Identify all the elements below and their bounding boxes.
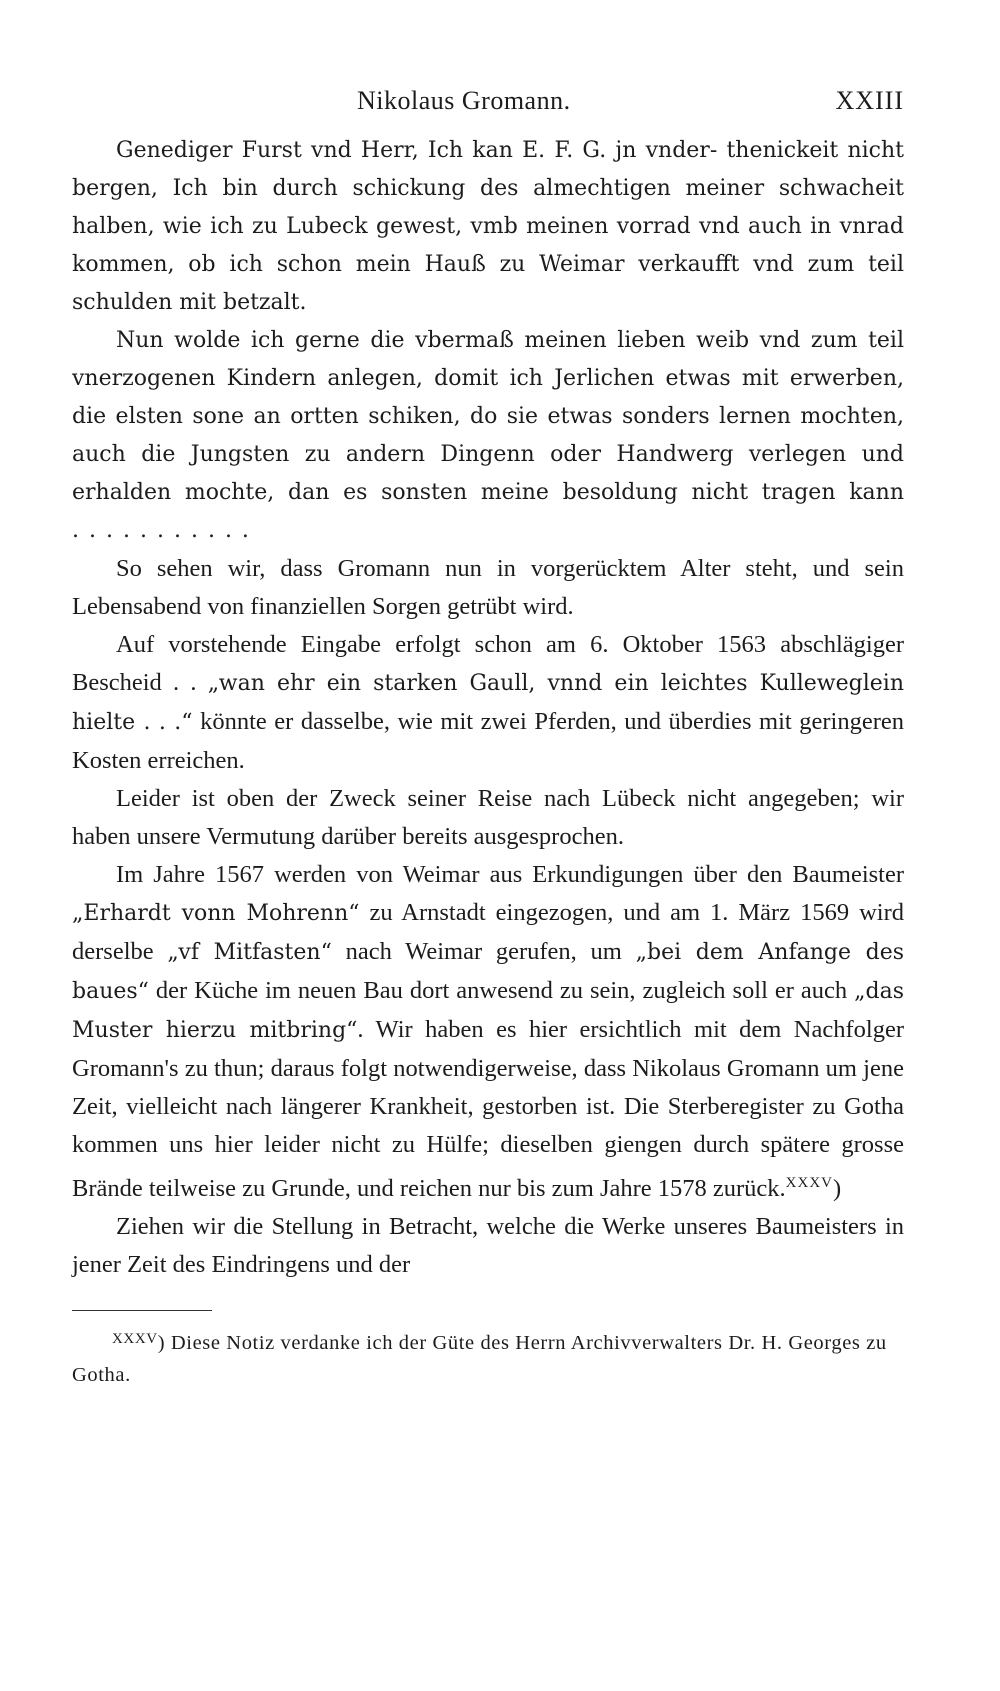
quoted-letter-paragraph-1	[72, 132, 904, 322]
paragraph-3	[72, 550, 904, 626]
paragraph-6-text-c: nach Weimar gerufen, um	[331, 938, 636, 965]
paragraph-6-text-e: . Wir haben es hier ersichtlich mit dem Nachfolger Gromann's zu thun; daraus folgt notwendigerweise, dass Nikolaus Gromann um jene Zeit, vielleicht nach längerer Krankheit, gestorben ist. Die Sterberegister zu Gotha kommen uns hier leider nicht zu Hülfe; dieselben giengen durch spätere grosse Brände teilweise zu Grunde, und reichen nur bis zum Jahre 1578 zurück.	[72, 1016, 904, 1202]
footnote-text: ) Diese Notiz verdanke ich der Güte des Herrn Archivverwalters Dr. H. Georges zu Gotha.	[72, 1332, 887, 1386]
paragraph-4-quotation: „wan ehr ein starken Gaull, vnnd ein leichtes Kulleweglein hielte . . .“	[72, 671, 904, 735]
quoted-letter-paragraph-2	[72, 322, 904, 550]
footnote-reference[interactable]: XXXV	[785, 1175, 834, 1191]
paragraph-6-text-d: der Küche im neuen Bau dort anwesend zu sein, zugleich soll er auch	[148, 977, 855, 1004]
paragraph-7-text: Ziehen wir die Stellung in Betracht, welche die Werke unseres Baumeisters in jener Zeit des Eindringens und der	[72, 1213, 904, 1278]
footnote-reference-close: )	[833, 1175, 842, 1202]
paragraph-6-text-b: zu Arnstadt eingezogen, und am 1. März 1569 wird derselbe	[72, 899, 904, 965]
paragraph-5-text: Leider ist oben der Zweck seiner Reise nach Lübeck nicht angegeben; wir haben unsere Vermutung darüber bereits ausgesprochen.	[72, 785, 904, 850]
paragraph-6-quotation-3: „bei dem Anfange des baues“	[72, 940, 905, 1004]
quoted-letter-text-1: Genediger Furst vnd Herr, Ich kan E. F. G. jn vnder- thenickeit nicht bergen, Ich bin durch schickung des almechtigen meiner schwacheit halben, wie ich zu Lubeck gewest, vmb meinen vorrad vnd auch in vnrad kommen, ob ich schon mein Hauß zu Weimar verkaufft vnd zum teil schulden mit betzalt.	[72, 138, 904, 315]
paragraph-3-text: So sehen wir, dass Gromann nun in vorgerücktem Alter steht, und sein Lebensabend von finanziellen Sorgen getrübt wird.	[72, 555, 904, 620]
footnote-rule	[72, 1310, 212, 1311]
paragraph-6-quotation-4: „das Muster hierzu mitbring“	[72, 979, 904, 1043]
footnote-mark: XXXV	[112, 1331, 158, 1347]
paragraph-7	[72, 1208, 904, 1284]
paragraph-6	[72, 856, 904, 1208]
quoted-letter-text-2: Nun wolde ich gerne die vbermaß meinen lieben weib vnd zum teil vnerzogenen Kindern anlegen, domit ich Jerlichen etwas mit erwerben, die elsten sone an ortten schiken, do sie etwas sonders lernen mochten, auch die Jungsten zu andern Dingenn oder Handwerg verlegen und erhalden mochte, dan es sonsten meine besoldung nicht tragen kann	[72, 328, 904, 505]
body-text	[72, 132, 904, 1284]
paragraph-5	[72, 780, 904, 856]
paragraph-6-quotation-2: „vf Mitfasten“	[167, 940, 332, 965]
ellipsis-dots: ...........	[72, 518, 259, 543]
paragraph-4-text-b: könnte er dasselbe, wie mit zwei Pferden, und überdies mit geringeren Kosten erreichen.	[72, 708, 904, 774]
running-head: Nikolaus Gromann.	[357, 86, 571, 115]
footnote	[72, 1323, 904, 1391]
paragraph-4-text-a: Auf vorstehende Eingabe erfolgt schon am 6. Oktober 1563 abschlägiger Bescheid . .	[72, 631, 904, 696]
paragraph-4	[72, 626, 904, 780]
book-page	[72, 80, 904, 1412]
paragraph-6-text-a: Im Jahre 1567 werden von Weimar aus Erkundigungen über den Baumeister	[116, 861, 904, 888]
page-number: XXIII	[835, 86, 904, 115]
page-header	[72, 80, 904, 120]
paragraph-6-quotation-1: „Erhardt vonn Mohrenn“	[72, 901, 360, 926]
